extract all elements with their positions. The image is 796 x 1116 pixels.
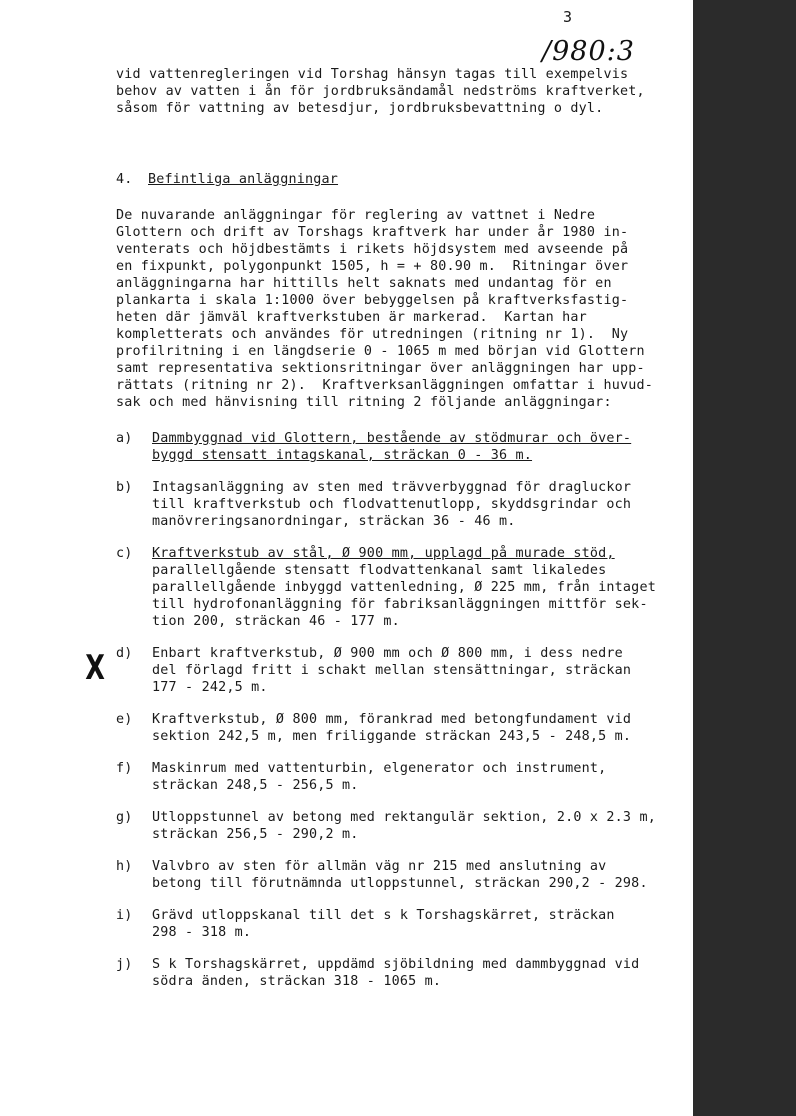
- item-label: b): [116, 480, 133, 495]
- text-line: sak och med hänvisning till ritning 2 följande anläggningar:: [116, 395, 612, 410]
- text-line: samt representativa sektionsritningar över anläggningen har upp-: [116, 361, 645, 376]
- text-line: betong till förutnämnda utloppstunnel, sträckan 290,2 - 298.: [152, 876, 648, 891]
- text-line: heten där jämväl kraftverkstuben är markerad. Kartan har: [116, 310, 587, 325]
- item-text: [152, 711, 631, 745]
- item-label: c): [116, 546, 133, 561]
- text-line: Kraftverkstub, Ø 800 mm, förankrad med betongfundament vid: [152, 712, 632, 727]
- text-line: manövreringsanordningar, sträckan 36 - 46 m.: [152, 514, 516, 529]
- item-text: [152, 430, 631, 464]
- text-line: 177 - 242,5 m.: [152, 680, 268, 695]
- item-text: [152, 760, 606, 794]
- text-line: venterats och höjdbestämts i rikets höjdsystem med avseende på: [116, 242, 629, 257]
- item-text: [152, 907, 615, 941]
- text-line: Grävd utloppskanal till det s k Torshagskärret, sträckan: [152, 908, 615, 923]
- margin-mark: X: [85, 648, 105, 688]
- list-item: [116, 645, 676, 696]
- item-label: g): [116, 810, 133, 825]
- item-label: i): [116, 908, 133, 923]
- text-line: Glottern och drift av Torshags kraftverk har under år 1980 in-: [116, 225, 629, 240]
- list-item: [116, 711, 676, 745]
- item-label: a): [116, 431, 133, 446]
- text-line: vid vattenregleringen vid Torshag hänsyn tagas till exempelvis: [116, 67, 629, 82]
- text-line: kompletterats och användes för utredningen (ritning nr 1). Ny: [116, 327, 629, 342]
- text-line: Dammbyggnad vid Glottern, bestående av stödmurar och över-: [152, 431, 632, 446]
- item-label: j): [116, 957, 133, 972]
- text-line: parallellgående stensatt flodvattenkanal samt likaledes: [152, 563, 607, 578]
- text-line: 298 - 318 m.: [152, 925, 252, 940]
- text-line: till kraftverkstub och flodvattenutlopp, skyddsgrindar och: [152, 497, 632, 512]
- list-item: [116, 760, 676, 794]
- list-item: [116, 858, 676, 892]
- text-line: behov av vatten i ån för jordbruksändamål nedströms kraftverket,: [116, 84, 645, 99]
- handwritten-note: /980:3: [542, 36, 635, 67]
- item-text: [152, 645, 631, 696]
- list-item: [116, 545, 676, 630]
- section-number: 4.: [116, 172, 133, 187]
- list-item: [116, 956, 676, 990]
- text-line: Intagsanläggning av sten med trävverbyggnad för dragluckor: [152, 480, 632, 495]
- text-line: rättats (ritning nr 2). Kraftverksanläggningen omfattar i huvud-: [116, 378, 654, 393]
- text-line: del förlagd fritt i schakt mellan stensättningar, sträckan: [152, 663, 632, 678]
- text-line: såsom för vattning av betesdjur, jordbruksbevattning o dyl.: [116, 101, 604, 116]
- text-line: en fixpunkt, polygonpunkt 1505, h = + 80.90 m. Ritningar över: [116, 259, 629, 274]
- text-line: Kraftverkstub av stål, Ø 900 mm, upplagd på murade stöd,: [152, 546, 615, 561]
- list-item: [116, 479, 676, 530]
- list-item: [116, 809, 676, 843]
- item-text: [152, 956, 639, 990]
- list-item: [116, 430, 676, 464]
- text-line: södra änden, sträckan 318 - 1065 m.: [152, 974, 442, 989]
- text-line: byggd stensatt intagskanal, sträckan 0 - 36 m.: [152, 448, 533, 463]
- list-item: [116, 907, 676, 941]
- item-label: e): [116, 712, 133, 727]
- text-line: Maskinrum med vattenturbin, elgenerator och instrument,: [152, 761, 607, 776]
- text-line: sektion 242,5 m, men friliggande sträckan 243,5 - 248,5 m.: [152, 729, 632, 744]
- item-text: [152, 545, 656, 630]
- text-line: till hydrofonanläggning för fabriksanläggningen mittför sek-: [152, 597, 648, 612]
- item-label: f): [116, 761, 133, 776]
- section-title: Befintliga anläggningar: [148, 172, 339, 187]
- text-line: profilritning i en längdserie 0 - 1065 m med början vid Glottern: [116, 344, 645, 359]
- item-text: [152, 809, 656, 843]
- intro-paragraph: [116, 66, 676, 117]
- item-label: h): [116, 859, 133, 874]
- text-line: Utloppstunnel av betong med rektangulär sektion, 2.0 x 2.3 m,: [152, 810, 656, 825]
- text-line: Valvbro av sten för allmän väg nr 215 med anslutning av: [152, 859, 607, 874]
- text-line: anläggningarna har hittills helt saknats med undantag för en: [116, 276, 612, 291]
- main-paragraph: [116, 207, 676, 411]
- text-line: De nuvarande anläggningar för reglering av vattnet i Nedre: [116, 208, 596, 223]
- document-body: [116, 66, 676, 1005]
- page-number: 3: [563, 8, 573, 26]
- section-heading: [116, 171, 676, 188]
- item-text: [152, 858, 648, 892]
- item-text: [152, 479, 631, 530]
- text-line: sträckan 248,5 - 256,5 m.: [152, 778, 359, 793]
- text-line: S k Torshagskärret, uppdämd sjöbildning med dammbyggnad vid: [152, 957, 640, 972]
- facility-list: [116, 430, 676, 990]
- item-label: d): [116, 646, 133, 661]
- text-line: tion 200, sträckan 46 - 177 m.: [152, 614, 400, 629]
- text-line: Enbart kraftverkstub, Ø 900 mm och Ø 800 mm, i dess nedre: [152, 646, 623, 661]
- text-line: parallellgående inbyggd vattenledning, Ø 225 mm, från intaget: [152, 580, 656, 595]
- text-line: sträckan 256,5 - 290,2 m.: [152, 827, 359, 842]
- scan-dark-edge: [693, 0, 796, 1116]
- text-line: plankarta i skala 1:1000 över bebyggelsen på kraftverksfastig-: [116, 293, 629, 308]
